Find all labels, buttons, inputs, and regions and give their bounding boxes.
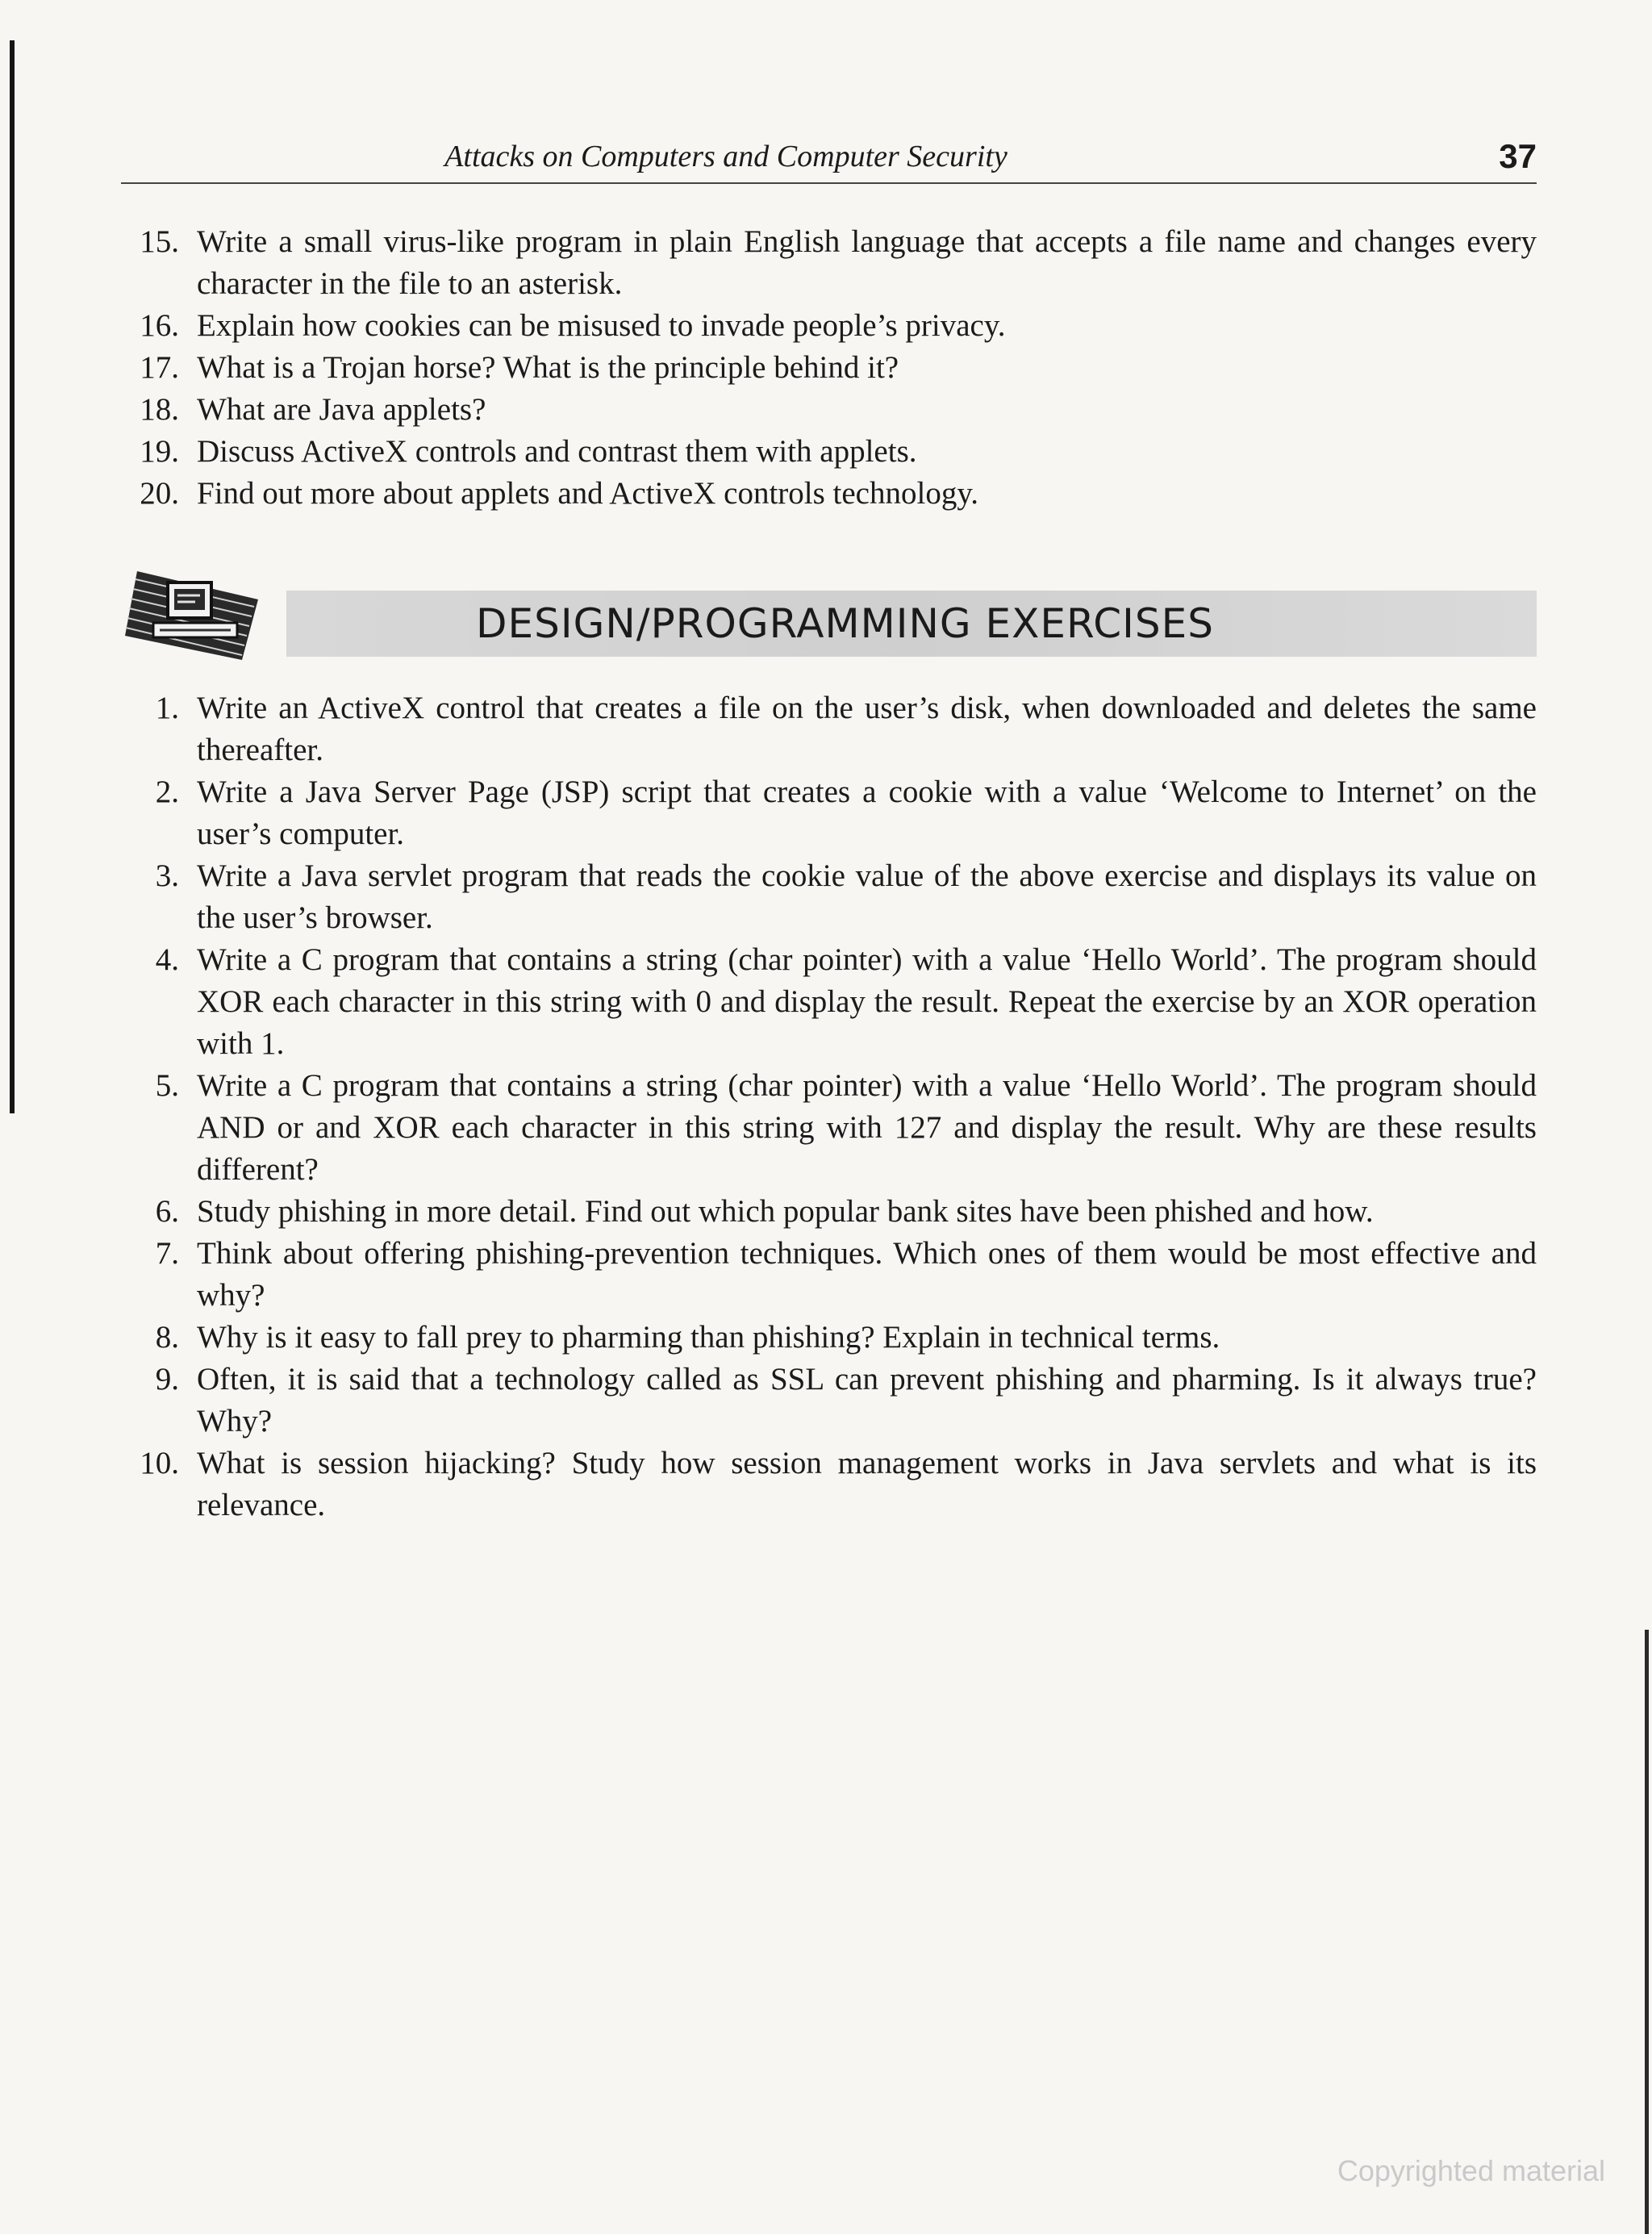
computer-icon (121, 555, 266, 668)
list-item (121, 855, 1537, 939)
item-text: Write an ActiveX control that creates a file on the user’s disk, when downloaded and deletes the same thereafter. (197, 691, 1537, 767)
section-banner (121, 555, 1537, 668)
list-item (121, 687, 1537, 771)
item-number: 6. (155, 1194, 179, 1229)
item-text: Often, it is said that a technology called as SSL can prevent phishing and pharming. Is it always true? Why? (197, 1362, 1537, 1439)
page-edge-left (10, 40, 15, 1113)
list-item (121, 1191, 1537, 1233)
item-text: Write a C program that contains a string (char pointer) with a value ‘Hello World’. The program should AND or and XOR each character in this string with 127 and display the result. Why are these results different? (197, 1068, 1537, 1187)
item-number: 3. (155, 858, 179, 893)
review-question-list (121, 221, 1537, 515)
item-number: 9. (155, 1362, 179, 1397)
list-item (121, 347, 1537, 389)
list-item (121, 305, 1537, 347)
header-title: Attacks on Computers and Computer Security (444, 140, 1007, 173)
item-text: Write a Java servlet program that reads the cookie value of the above exercise and displays its value on the user’s browser. (197, 858, 1537, 935)
item-number: 20. (140, 476, 179, 511)
item-number: 5. (155, 1068, 179, 1103)
item-text: Explain how cookies can be misused to invade people’s privacy. (197, 308, 1006, 343)
item-text: Discuss ActiveX controls and contrast them with applets. (197, 434, 917, 469)
item-number: 4. (155, 942, 179, 977)
item-number: 17. (140, 350, 179, 385)
copyright-watermark: Copyrighted material (1337, 2154, 1605, 2187)
list-item (121, 1443, 1537, 1526)
item-text: Study phishing in more detail. Find out which popular bank sites have been phished and how. (197, 1194, 1374, 1229)
item-text: Find out more about applets and ActiveX controls technology. (197, 476, 979, 511)
running-header (121, 137, 1537, 184)
list-item (121, 939, 1537, 1065)
item-number: 7. (155, 1236, 179, 1271)
list-item (121, 1233, 1537, 1317)
item-number: 1. (155, 691, 179, 725)
item-text: Write a small virus-like program in plain English language that accepts a file name and changes every character in the file to an asterisk. (197, 224, 1537, 301)
item-number: 15. (140, 224, 179, 259)
item-text: Why is it easy to fall prey to pharming than phishing? Explain in technical terms. (197, 1320, 1220, 1355)
item-number: 18. (140, 392, 179, 427)
list-item (121, 771, 1537, 855)
item-text: Write a Java Server Page (JSP) script that creates a cookie with a value ‘Welcome to Internet’ on the user’s computer. (197, 775, 1537, 851)
item-number: 10. (140, 1446, 179, 1480)
page-number: 37 (1499, 137, 1537, 175)
list-item (121, 389, 1537, 431)
section-title: DESIGN/PROGRAMMING EXERCISES (476, 600, 1214, 647)
item-number: 8. (155, 1320, 179, 1355)
list-item (121, 221, 1537, 305)
list-item (121, 1065, 1537, 1191)
item-number: 16. (140, 308, 179, 343)
item-text: Think about offering phishing-prevention techniques. Which ones of them would be most effective and why? (197, 1236, 1537, 1313)
item-text: What are Java applets? (197, 392, 486, 427)
page-edge-right (1645, 1630, 1649, 2234)
list-item (121, 431, 1537, 473)
list-item (121, 1359, 1537, 1443)
list-item (121, 473, 1537, 515)
list-item (121, 1317, 1537, 1359)
exercise-list (121, 687, 1537, 1526)
item-text: What is a Trojan horse? What is the principle behind it? (197, 350, 899, 385)
item-number: 2. (155, 775, 179, 809)
item-text: What is session hijacking? Study how session management works in Java servlets and what is its relevance. (197, 1446, 1537, 1522)
item-text: Write a C program that contains a string (char pointer) with a value ‘Hello World’. The program should XOR each character in this string with 0 and display the result. Repeat the exercise by an XOR operation with 1. (197, 942, 1537, 1061)
item-number: 19. (140, 434, 179, 469)
